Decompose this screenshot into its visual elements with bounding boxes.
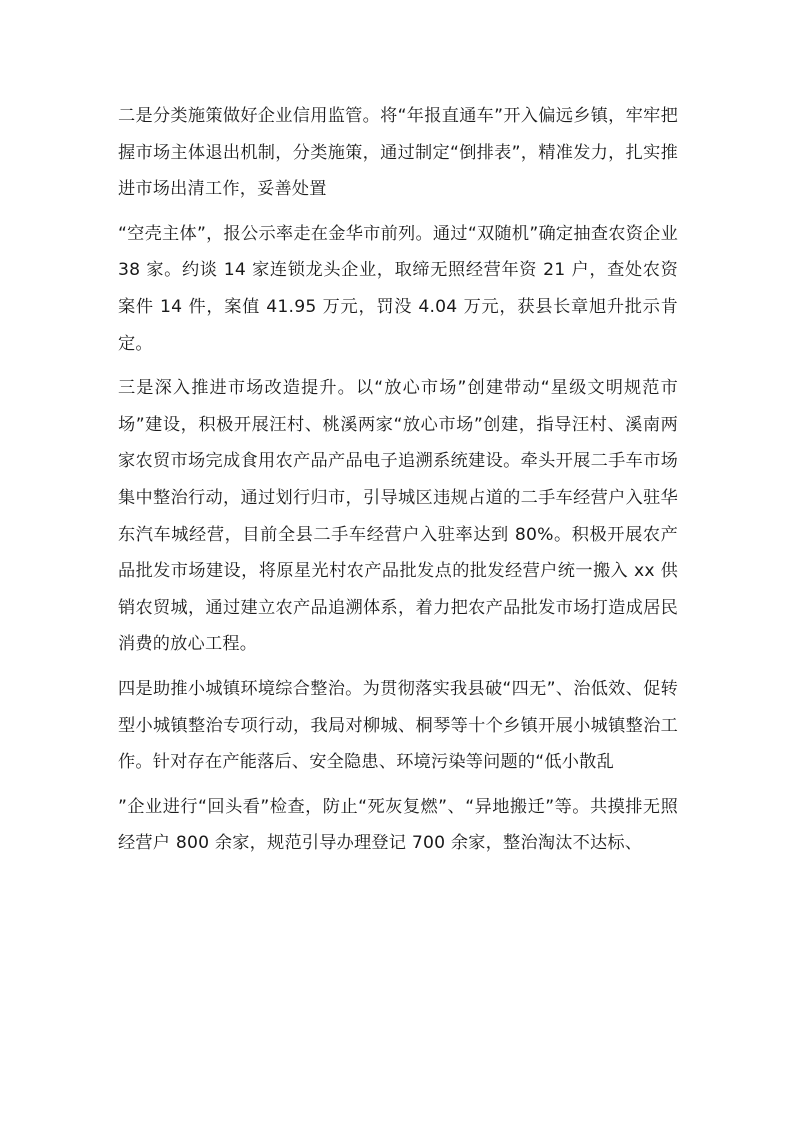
paragraph-credit-supervision: 二是分类施策做好企业信用监管。将“年报直通车”开入偏远乡镇，牢牢把握市场主体退出机制，分类施策，通过制定“倒排表”，精准发力，扎实推进市场出清工作，妥善处置 xyxy=(118,106,678,200)
paragraph-shell-entities: “空壳主体”，报公示率走在金华市前列。通过“双随机”确定抽查农资企业 38 家。约谈 14 家连锁龙头企业，取缔无照经营年资 21 户，查处农资案件 14 件，案值 41.95 万元，罚没 4.04 万元，获县长章旭升批示肯定。 xyxy=(118,223,678,354)
paragraph-enterprise-review: ”企业进行“回头看”检查，防止“死灰复燃”、“异地搬迁”等。共摸排无照经营户 800 余家，规范引导办理登记 700 余家，整治淘汰不达标、 xyxy=(118,796,678,854)
paragraph-town-environment: 四是助推小城镇环境综合整治。为贯彻落实我县破“四无”、治低效、促转型小城镇整治专项行动，我局对柳城、桐琴等十个乡镇开展小城镇整治工作。针对存在产能落后、安全隐患、环境污染等问题的“低小散乱 xyxy=(118,678,678,773)
document-body xyxy=(118,98,678,870)
paragraph-market-upgrade: 三是深入推进市场改造提升。以“放心市场”创建带动“星级文明规范市场”建设，积极开展汪村、桃溪两家“放心市场”创建，指导汪村、溪南两家农贸市场完成食用农产品产品电子追溯系统建设。牵头开展二手车市场集中整治行动，通过划行归市，引导城区违规占道的二手车经营户入驻华东汽车城经营，目前全县二手车经营户入驻率达到 80%。积极开展农产品批发市场建设，将原星光村农产品批发点的批发经营户统一搬入 xx 供销农贸城，通过建立农产品追溯体系，着力把农产品批发市场打造成居民消费的放心工程。 xyxy=(118,378,678,655)
